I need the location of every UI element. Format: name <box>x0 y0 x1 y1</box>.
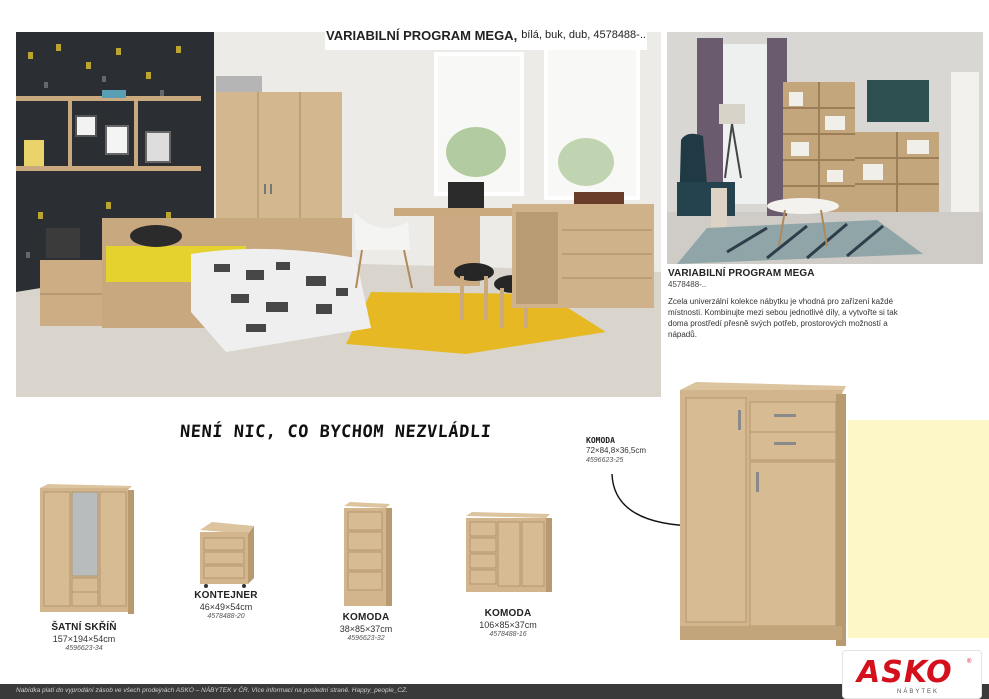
product-name: KOMODA <box>342 612 390 623</box>
product-wide-chest[interactable] <box>448 510 568 638</box>
product-code: 4596623-34 <box>65 645 103 652</box>
logo-subtitle: NÁBYTEK <box>897 689 940 695</box>
featured-name: KOMODA <box>586 436 615 445</box>
featured-dimensions: 72×84,8×36,5cm <box>586 446 647 455</box>
hero-photo <box>16 32 661 397</box>
collection-title: VARIABILNÍ PROGRAM MEGA <box>668 268 815 279</box>
wide-chest-image <box>462 510 554 600</box>
footer-disclaimer: Nabídka platí do vyprodání zásob ve všech prodejnách ASKO – NÁBYTEK v ČR. Více informací na poslední straně. Happy_people_CZ. <box>16 687 408 694</box>
featured-callout <box>586 436 646 464</box>
product-name: ŠATNÍ SKŘÍŇ <box>51 622 117 633</box>
product-code: 4596623-32 <box>347 635 385 642</box>
title-bold: VARIABILNÍ PROGRAM MEGA, <box>326 27 518 43</box>
bedroom-illustration <box>16 32 661 397</box>
page-title <box>325 20 647 50</box>
logo-wordmark: ASKO <box>857 655 953 690</box>
product-dimensions: 157×194×54cm <box>52 634 116 644</box>
product-narrow-chest[interactable] <box>306 500 426 642</box>
asko-logo[interactable] <box>842 650 982 699</box>
product-wardrobe[interactable] <box>24 484 144 652</box>
slogan: NENÍ NIC, CO BYCHOM NEZVLÁDLI <box>179 422 493 442</box>
living-room-photo <box>667 32 983 264</box>
title-rest: bílá, buk, dub, 4578488-.. <box>521 29 646 41</box>
collection-description: Zcela univerzální kolekce nábytku je vhodná pro zařízení každé místnosti. Kombinujte mezi sebou jednotlivé díly, a vytvořte si tak doma prostředí přesně svých potřeb, prostorových možností a nápadů. <box>668 297 898 339</box>
product-container[interactable] <box>166 520 286 620</box>
product-code: 4578488-20 <box>207 613 245 620</box>
product-code: 4578488-16 <box>489 631 527 638</box>
wardrobe-image <box>34 484 134 618</box>
accent-panel <box>848 420 989 638</box>
product-name: KOMODA <box>484 608 532 619</box>
collection-code: 4578488-.. <box>668 280 707 289</box>
logo-registered-mark: ® <box>967 659 972 665</box>
footer-bar <box>0 684 989 699</box>
living-room-illustration <box>667 32 983 264</box>
featured-code: 4596623-25 <box>586 457 624 464</box>
featured-dresser-image <box>676 380 848 652</box>
product-dimensions: 106×85×37cm <box>479 620 537 630</box>
narrow-chest-image <box>338 500 394 610</box>
collection-info <box>668 268 908 340</box>
product-dimensions: 38×85×37cm <box>339 624 393 634</box>
product-name: KONTEJNER <box>194 590 258 601</box>
product-dimensions: 46×49×54cm <box>199 602 253 612</box>
